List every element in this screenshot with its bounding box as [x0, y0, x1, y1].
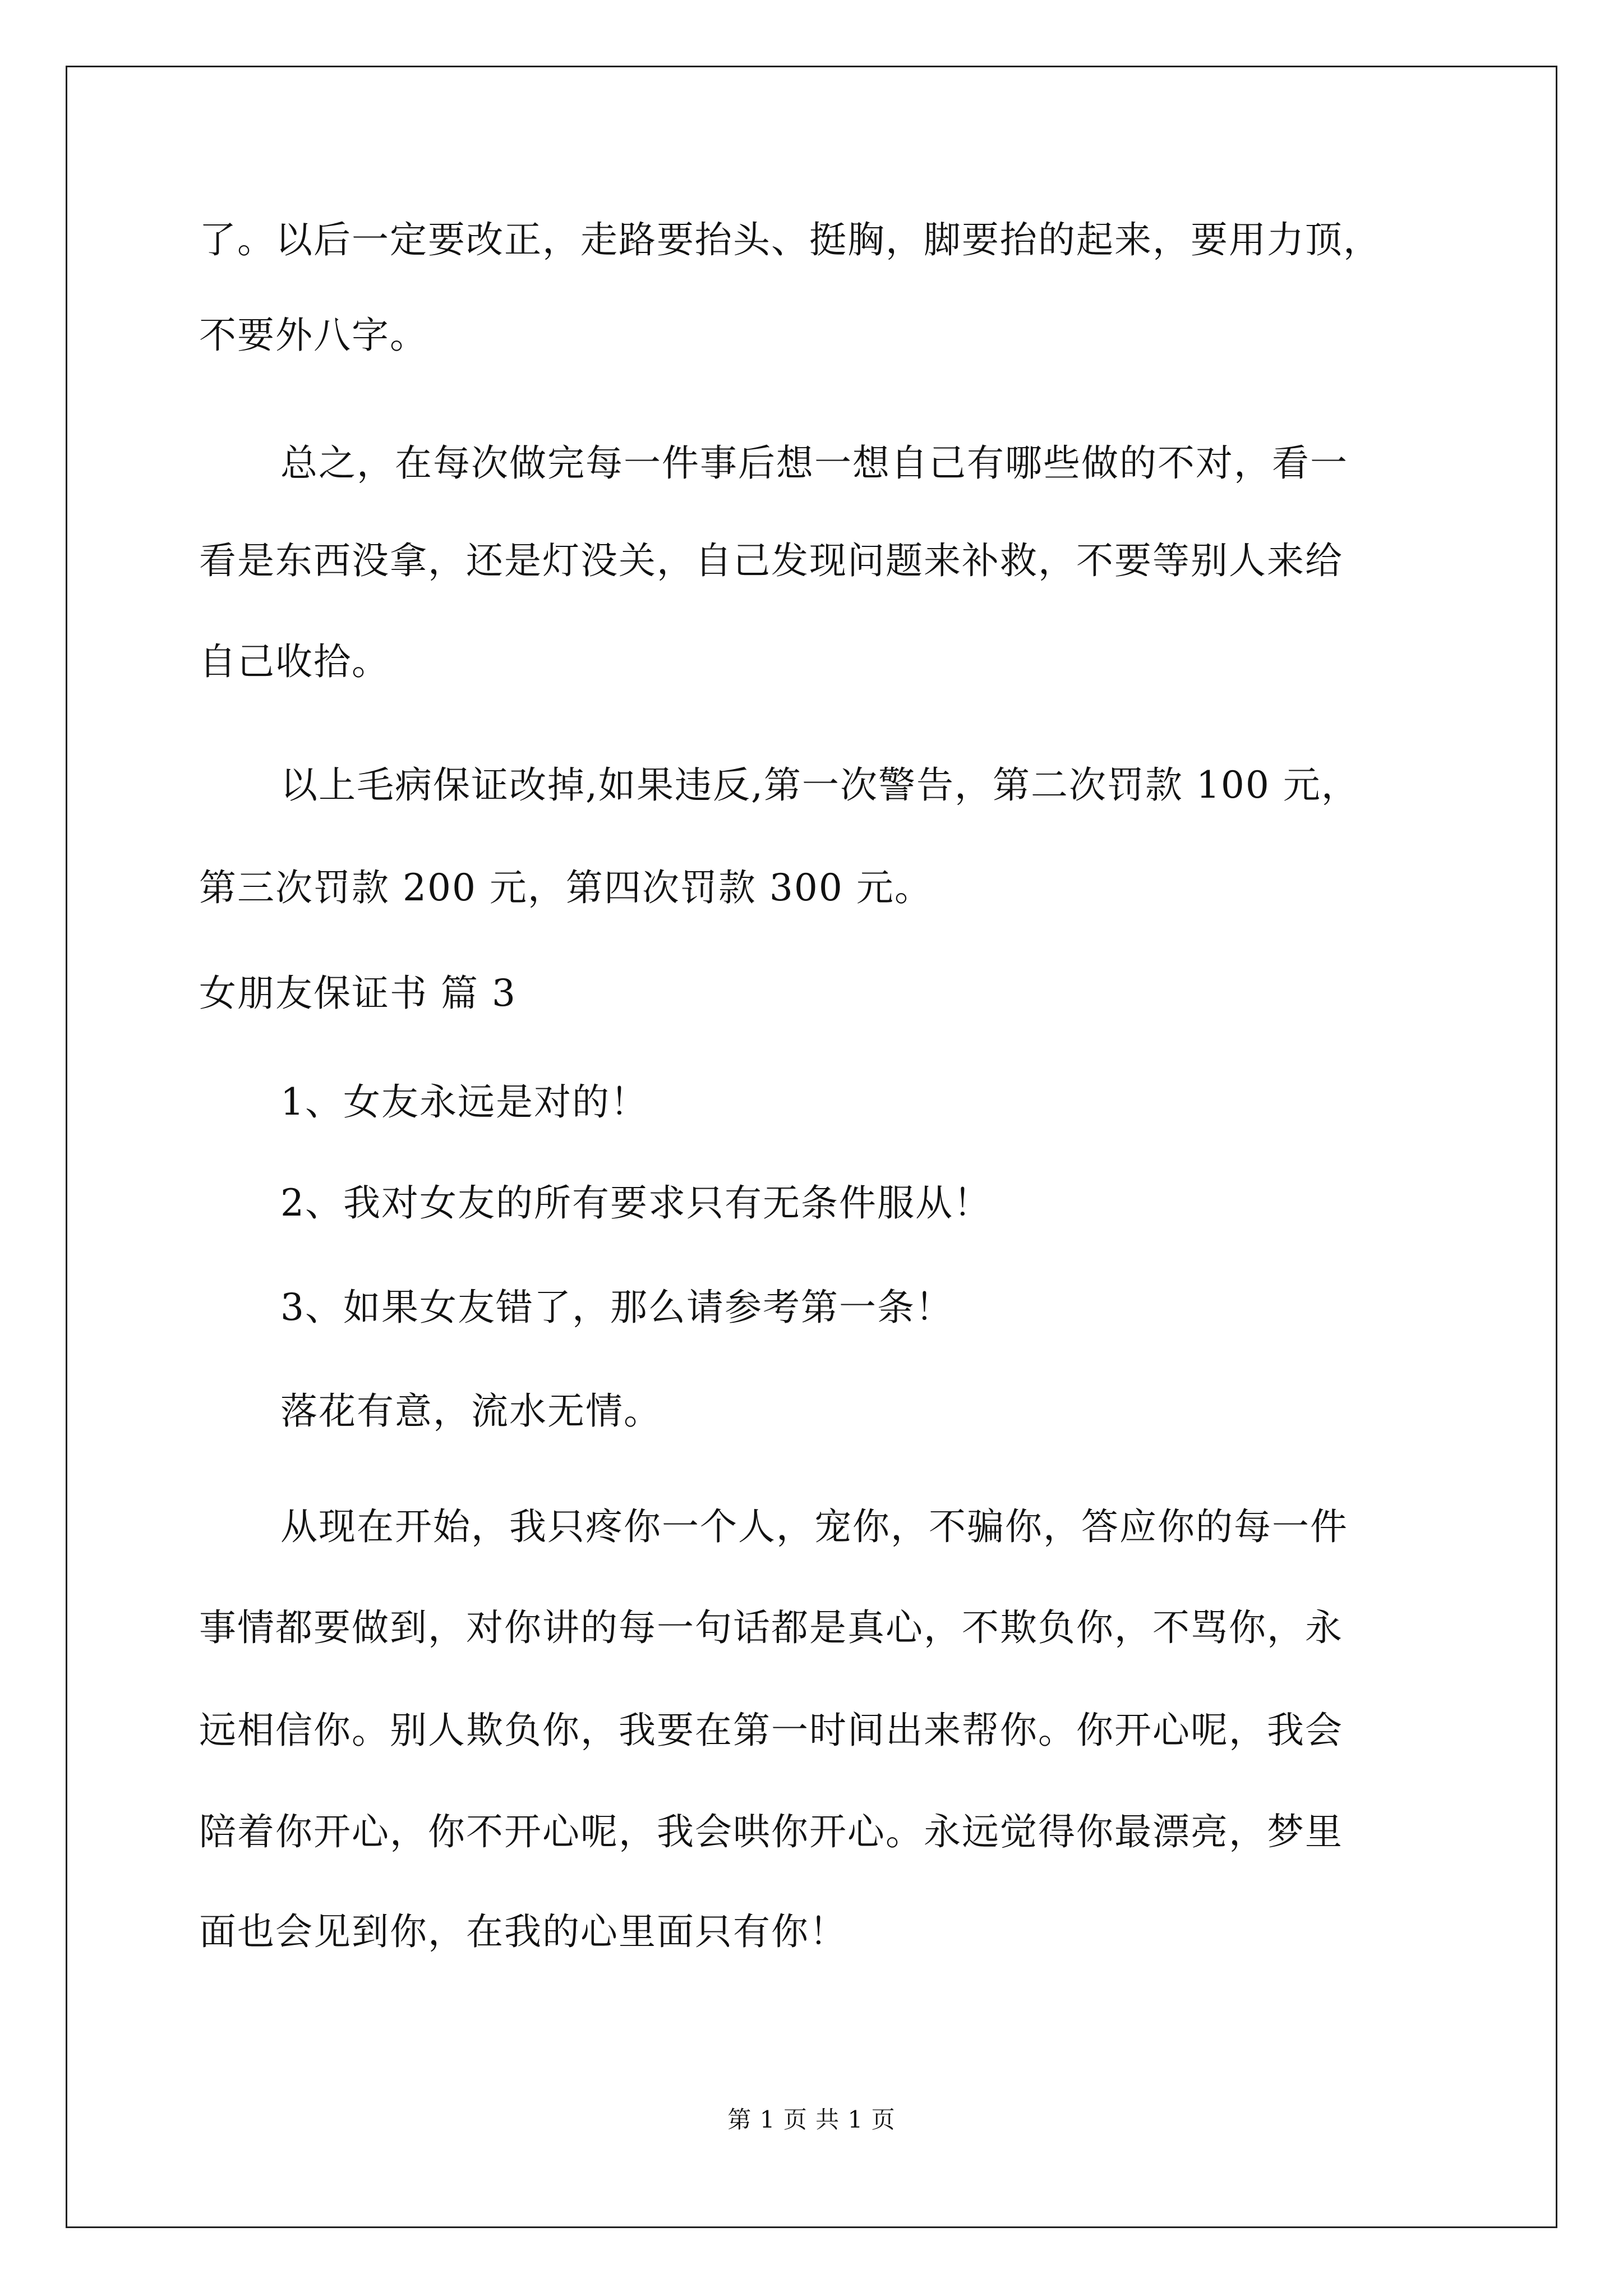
page-frame	[66, 66, 1557, 2228]
body-line: 远相信你。别人欺负你，我要在第一时间出来帮你。你开心呢，我会	[199, 1709, 1343, 1752]
body-line: 不要外八字。	[199, 314, 428, 357]
section-heading: 女朋友保证书 篇 3	[199, 972, 517, 1015]
page-footer: 第 1 页 共 1 页	[727, 2106, 896, 2133]
body-line: 了。以后一定要改正，走路要抬头、挺胸，脚要抬的起来，要用力顶，	[199, 218, 1381, 261]
body-line: 面也会见到你，在我的心里面只有你！	[199, 1910, 847, 1953]
body-line: 事情都要做到，对你讲的每一句话都是真心，不欺负你，不骂你，永	[199, 1606, 1343, 1649]
body-line: 以上毛病保证改掉,如果违反,第一次警告，第二次罚款 100 元，	[280, 763, 1359, 807]
body-line: 总之，在每次做完每一件事后想一想自己有哪些做的不对，看一	[280, 441, 1348, 485]
body-line: 自己收拾。	[199, 640, 390, 683]
list-item: 3、如果女友错了，那么请参考第一条！	[280, 1286, 953, 1329]
list-item: 1、女友永远是对的！	[280, 1080, 648, 1124]
body-line: 落花有意，流水无情。	[280, 1389, 662, 1433]
body-line: 陪着你开心，你不开心呢，我会哄你开心。永远觉得你最漂亮，梦里	[199, 1810, 1343, 1853]
body-line: 看是东西没拿，还是灯没关，自己发现问题来补救，不要等别人来给	[199, 539, 1343, 582]
body-line: 从现在开始，我只疼你一个人，宠你，不骗你，答应你的每一件	[280, 1505, 1348, 1548]
body-line: 第三次罚款 200 元，第四次罚款 300 元。	[199, 866, 933, 909]
list-item: 2、我对女友的所有要求只有无条件服从！	[280, 1181, 992, 1225]
